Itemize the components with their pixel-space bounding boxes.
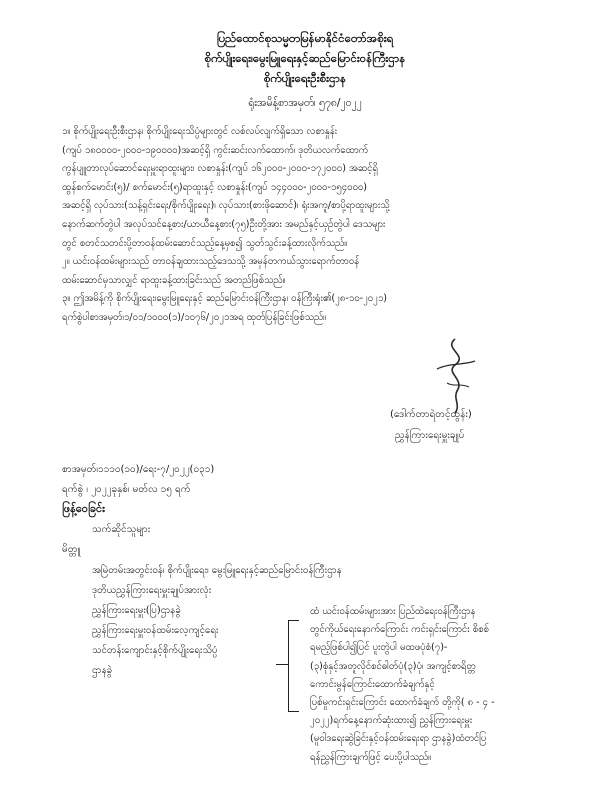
body-line: ထွန်စက်မောင်း(၅)/ စက်မောင်း(၅)ရာထူးနှင့် လစာနှုန်း(ကျပ် ၁၄၄၀၀၀-၂၀၀၀-၁၅၄၀၀၀) [62,181,368,193]
signatory-title: ညွှန်ကြားရေးမှူးချုပ် [395,430,465,441]
note-line: တွင်ကိုယ်ရေးနောက်ကြောင်း ကင်းရှင်းကြောင်း စိစစ် [310,624,489,636]
copy-recipient: ညွှန်ကြားရေးမှူး(ပြ)ဌာနခွဲ [92,605,181,616]
office-order-number: ရုံးအမိန့်စာအမှတ်၊ ၅၇၈/၂၀၂၂ [248,97,362,109]
body-line: တွင် စတင်သတင်းပို့တာဝန်ထမ်းဆောင်သည့်နေ့မှစ၍ သွတ်သွင်းခန့်ထားလိုက်သည်။ [62,237,348,249]
instruction-note [310,603,540,767]
copy-heading: မိတ္တူ [62,544,81,555]
note-line: ရန်ညွှန်ကြားချက်ဖြင့် ပေးပို့ပါသည်။ [310,751,432,763]
note-line: ကောင်းမွန်ကြောင်းထောက်ခံချက်နှင့် [310,678,435,690]
order-body [62,123,572,328]
note-line: ပြစ်မှုကင်းရှင်းကြောင်း ထောက်ခံချက် တို့ကို( ၈ - ၄ - [310,697,495,709]
handwritten-signature [425,335,485,415]
body-line: ၂။ ယင်းဝန်ထမ်းများသည် တာဝန်ချထားသည့်ဒေသသို့ အမှန်တကယ်သွားရောက်တာဝန် [62,256,360,268]
note-line: (၃)စုံနှင့်အတူလိုင်စင်ဓါတ်ပုံ(၃)ပုံ၊ အကျင့်စာရိတ္တ [310,660,476,672]
body-line: အဆင့်ရှိ လုပ်သား(သန့်ရှင်းရေး/စိုက်ပျိုးရေး)၊ လုပ်သား(စားဖိုဆောင်)၊ ရုံးအကူ/စာပို့ရာထူးများသို့ [62,200,390,212]
note-line: ရမည့်ဖြစ်ပါ၍ပြင် ပူးတွဲပါ မထဖပုံစံ(၇)- [310,642,448,654]
copy-recipient: ဒုတိယညွှန်ကြားရေးမှူးချုပ်အားလုံး [92,585,212,596]
body-line: ရက်စွဲပါစာအမှတ်၊၁/၀၁/၁၀၀၀(၁)/၁၀၇၆/၂၀၂၁အရ ထုတ်ပြန်ခြင်းဖြစ်သည်။ [62,311,327,323]
copy-recipient: အမြဲတမ်းအတွင်းဝန်၊ စိုက်ပျိုးရေး၊ မွေးမြူရေးနှင့်ဆည်မြောင်းဝန်ကြီးဌာန [92,565,342,576]
body-line: ၁။ စိုက်ပျိုးရေးဦးစီးဌာန၊ စိုက်ပျိုးရေးသိပ္ပံများတွင် လစ်လပ်လျက်ရှိသော လစာနှုန်း [62,126,338,137]
body-line: ထမ်းဆောင်မှသာလျှင် ရာထူးခန့်ထားခြင်းသည် အတည်ဖြစ်သည်။ [62,274,286,286]
letterhead [0,28,610,88]
ministry-title: စိုက်ပျိုးရေး၊မွေးမြူရေးနှင့်ဆည်မြောင်းဝန်ကြီးဌာန [204,51,406,65]
recipients: သက်ဆိုင်သူများ [92,524,151,535]
body-line: (ကျပ် ၁၈၀၀၀၀-၂၀၀၀-၁၉၀၀၀၀)အဆင့်ရှိ ကွင်းဆင်းလက်ထောက်၊ ဒုတိယလက်ထောက် [62,144,369,156]
copy-recipient: ညွှန်ကြားရေးမှူးဝန်ထမ်းလေ့ကျင့်ရေး [92,625,219,636]
copy-recipient: ဌာနခွဲ [92,665,113,676]
grouping-bracket-tick [276,664,288,665]
letter-number: စာအမှတ်၊၁၁၁၀(၁၀)/ရေး-၇/၂၀၂၂(၀၃၁) [62,464,215,475]
government-title: ပြည်ထောင်စုသမ္မတမြန်မာနိုင်ငံတော်အစိုးရ [216,31,394,45]
grouping-bracket [288,620,299,712]
note-line: ၂၀၂၂)ရက်နေ့နောက်ဆုံးထား၍ ညွှန်ကြားရေးမှူး [310,715,473,727]
distribution-heading: ဖြန့်ဝေခြင်း [62,502,105,515]
body-line: ၃။ ဤအမိန့်ကို စိုက်ပျိုးရေး၊မွေးမြူရေးနှင့် ဆည်မြောင်းဝန်ကြီးဌာန၊ ဝန်ကြီးရုံး၏(၂၈-၁၀-၂၀၂၁) [62,293,388,305]
department-title: စိုက်ပျိုးရေးဦးစီးဌာန [263,71,347,85]
body-line: နောက်ဆက်တွဲပါ အလုပ်သင်နေ့စား/ယာယီနေ့စား(၇၅)ဦးတို့အား အမည်နှင့်ယှဉ်တွဲပါ ဒေသများ [62,218,386,230]
body-line: ကွန်ပျူတာလုပ်ဆောင်ရေးမှူးရာထူးများ၊ လစာနှုန်း(ကျပ် ၁၆၂၀၀၀-၂၀၀၀-၁၇၂၀၀၀) အဆင့်ရှိ [62,163,378,175]
signatory-name: (ဒေါက်တာရဲတင့်ထွန်း) [390,409,472,420]
letter-date: ရက်စွဲ ၊ ၂၀၂၂ခုနှစ်၊ မတ်လ ၁၅ ရက် [62,484,191,495]
note-line: (မူဝါဒရေးဆွဲခြင်းနှင့်ဝန်ထမ်းရေးရာ ဌာနခွဲ)ထံတင်ပြ [310,733,487,745]
copy-recipient: သင်တန်းကျောင်းနှင့်စိုက်ပျိုးရေးသိပ္ပံ [92,645,218,656]
note-line: ထံ ယင်းဝန်ထမ်းများအား ပြည်ထဲရေးဝန်ကြီးဌာန [310,606,476,617]
